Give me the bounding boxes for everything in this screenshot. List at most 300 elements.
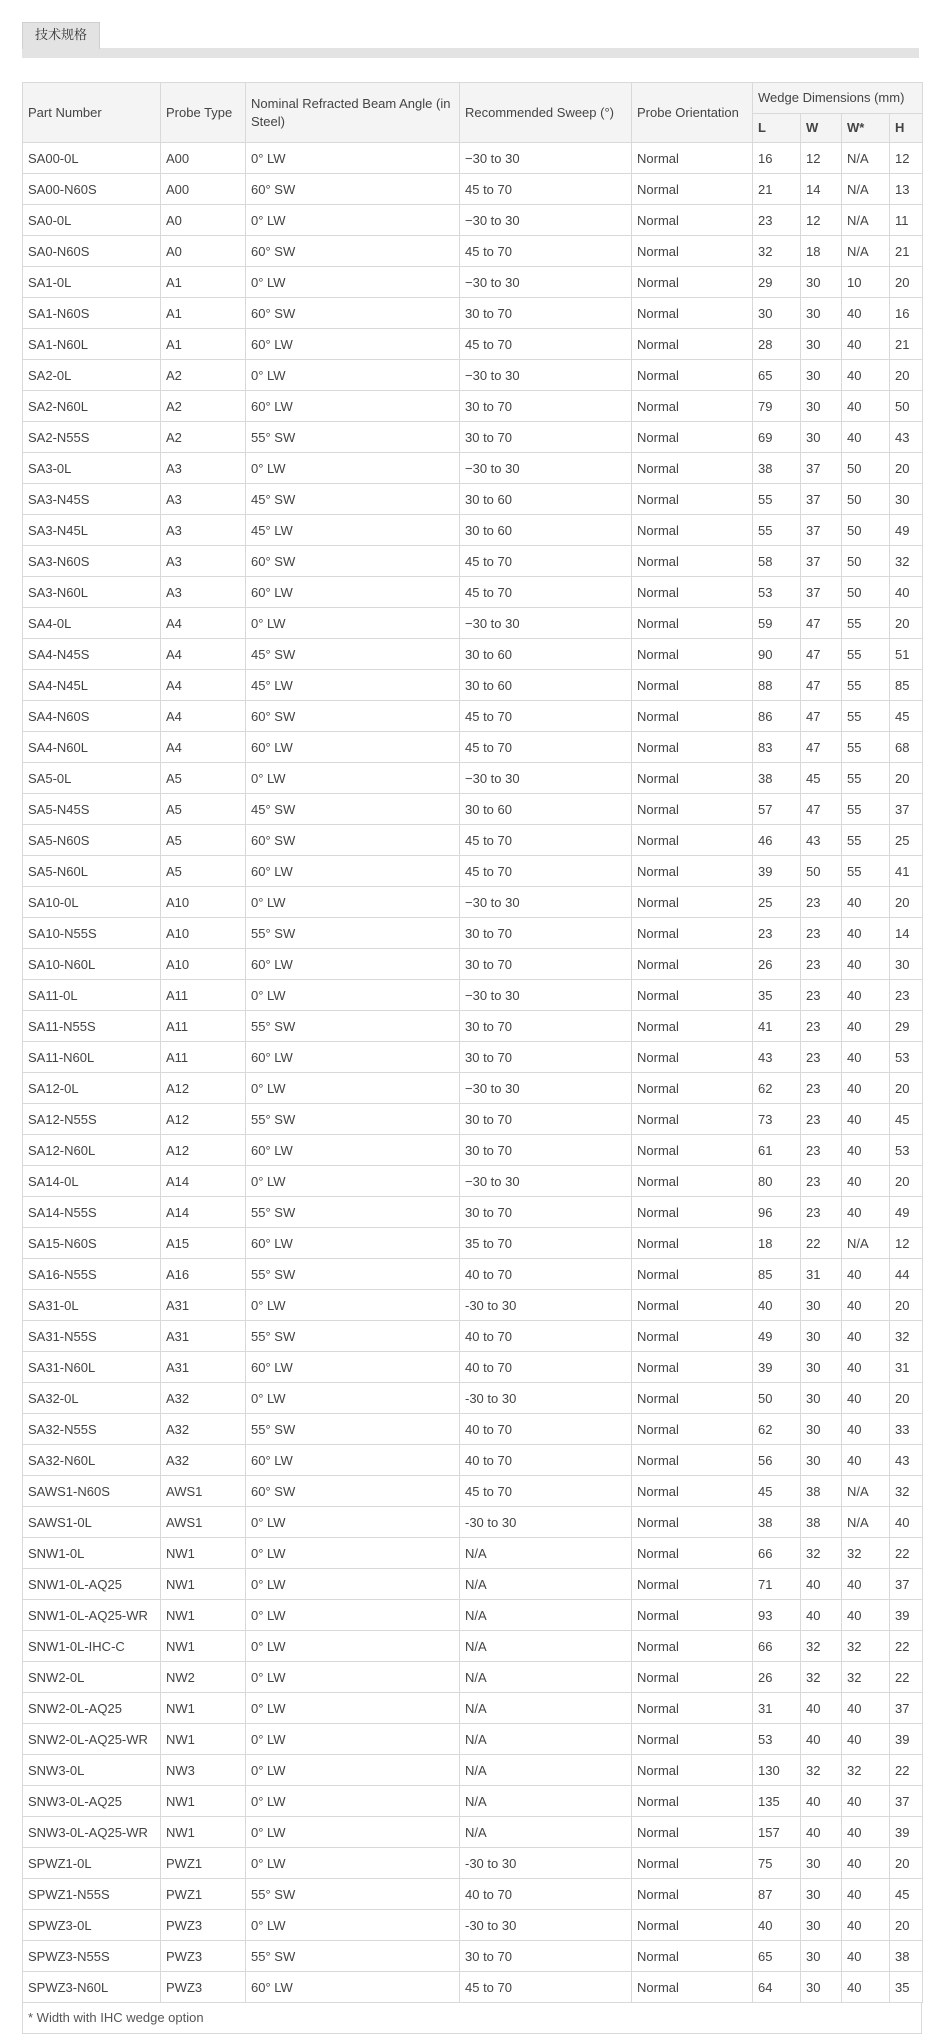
spec-table-body	[23, 143, 923, 2003]
probe-type-cell: A4	[161, 670, 246, 701]
orientation-cell: Normal	[632, 1507, 753, 1538]
part-number-cell: SA14-0L	[23, 1166, 161, 1197]
sweep-cell: N/A	[460, 1631, 632, 1662]
part-number-cell: SA14-N55S	[23, 1197, 161, 1228]
table-row	[23, 1383, 923, 1414]
wedge-l-cell: 43	[753, 1042, 801, 1073]
wedge-w-cell: 30	[801, 267, 842, 298]
col-header-w: W	[801, 114, 842, 143]
wedge-h-cell: 37	[890, 1569, 923, 1600]
table-row	[23, 701, 923, 732]
beam-angle-cell: 0° LW	[246, 980, 460, 1011]
sweep-cell: 30 to 60	[460, 794, 632, 825]
wedge-h-cell: 20	[890, 763, 923, 794]
probe-type-cell: A4	[161, 639, 246, 670]
orientation-cell: Normal	[632, 205, 753, 236]
beam-angle-cell: 0° LW	[246, 1290, 460, 1321]
wedge-w-star-cell: N/A	[842, 1476, 890, 1507]
beam-angle-cell: 60° SW	[246, 701, 460, 732]
orientation-cell: Normal	[632, 422, 753, 453]
probe-type-cell: A5	[161, 763, 246, 794]
table-row	[23, 422, 923, 453]
wedge-h-cell: 16	[890, 298, 923, 329]
beam-angle-cell: 0° LW	[246, 1600, 460, 1631]
wedge-w-cell: 30	[801, 1321, 842, 1352]
sweep-cell: 35 to 70	[460, 1228, 632, 1259]
wedge-w-star-cell: 50	[842, 453, 890, 484]
wedge-w-cell: 47	[801, 701, 842, 732]
wedge-w-star-cell: 40	[842, 1352, 890, 1383]
table-row	[23, 1414, 923, 1445]
wedge-w-cell: 30	[801, 298, 842, 329]
beam-angle-cell: 45° SW	[246, 639, 460, 670]
probe-type-cell: A3	[161, 453, 246, 484]
sweep-cell: 40 to 70	[460, 1879, 632, 1910]
part-number-cell: SA10-N55S	[23, 918, 161, 949]
wedge-l-cell: 93	[753, 1600, 801, 1631]
wedge-w-cell: 12	[801, 143, 842, 174]
wedge-h-cell: 30	[890, 484, 923, 515]
probe-type-cell: A15	[161, 1228, 246, 1259]
probe-type-cell: A3	[161, 546, 246, 577]
beam-angle-cell: 0° LW	[246, 1724, 460, 1755]
wedge-w-cell: 40	[801, 1693, 842, 1724]
wedge-w-star-cell: 32	[842, 1662, 890, 1693]
sweep-cell: 30 to 70	[460, 298, 632, 329]
wedge-w-star-cell: N/A	[842, 174, 890, 205]
wedge-h-cell: 38	[890, 1941, 923, 1972]
table-row	[23, 1352, 923, 1383]
wedge-w-cell: 32	[801, 1755, 842, 1786]
wedge-w-star-cell: 40	[842, 949, 890, 980]
table-row	[23, 1476, 923, 1507]
wedge-l-cell: 29	[753, 267, 801, 298]
wedge-w-star-cell: 40	[842, 360, 890, 391]
wedge-w-star-cell: 40	[842, 298, 890, 329]
part-number-cell: SA1-0L	[23, 267, 161, 298]
probe-type-cell: A00	[161, 143, 246, 174]
orientation-cell: Normal	[632, 1011, 753, 1042]
part-number-cell: SA32-0L	[23, 1383, 161, 1414]
beam-angle-cell: 60° LW	[246, 732, 460, 763]
wedge-h-cell: 40	[890, 577, 923, 608]
wedge-h-cell: 20	[890, 1073, 923, 1104]
sweep-cell: 30 to 70	[460, 1042, 632, 1073]
wedge-w-star-cell: 50	[842, 577, 890, 608]
part-number-cell: SAWS1-N60S	[23, 1476, 161, 1507]
wedge-h-cell: 31	[890, 1352, 923, 1383]
wedge-w-star-cell: 40	[842, 1290, 890, 1321]
col-header-wedge-dimensions: Wedge Dimensions (mm)	[753, 83, 923, 114]
table-row	[23, 1507, 923, 1538]
probe-type-cell: PWZ3	[161, 1910, 246, 1941]
wedge-w-star-cell: 40	[842, 1042, 890, 1073]
probe-type-cell: A31	[161, 1290, 246, 1321]
part-number-cell: SA12-0L	[23, 1073, 161, 1104]
wedge-l-cell: 66	[753, 1538, 801, 1569]
sweep-cell: −30 to 30	[460, 453, 632, 484]
orientation-cell: Normal	[632, 794, 753, 825]
table-row	[23, 298, 923, 329]
wedge-l-cell: 23	[753, 918, 801, 949]
table-row	[23, 1135, 923, 1166]
wedge-w-star-cell: 40	[842, 1910, 890, 1941]
part-number-cell: SA0-0L	[23, 205, 161, 236]
beam-angle-cell: 0° LW	[246, 763, 460, 794]
wedge-l-cell: 96	[753, 1197, 801, 1228]
sweep-cell: 30 to 70	[460, 1941, 632, 1972]
sweep-cell: 40 to 70	[460, 1352, 632, 1383]
wedge-w-star-cell: N/A	[842, 236, 890, 267]
wedge-h-cell: 33	[890, 1414, 923, 1445]
sweep-cell: 30 to 70	[460, 1104, 632, 1135]
orientation-cell: Normal	[632, 391, 753, 422]
wedge-w-cell: 38	[801, 1476, 842, 1507]
wedge-l-cell: 64	[753, 1972, 801, 2003]
orientation-cell: Normal	[632, 1383, 753, 1414]
table-row	[23, 825, 923, 856]
wedge-l-cell: 53	[753, 577, 801, 608]
wedge-l-cell: 38	[753, 1507, 801, 1538]
wedge-h-cell: 53	[890, 1135, 923, 1166]
wedge-h-cell: 37	[890, 1786, 923, 1817]
wedge-w-cell: 23	[801, 1073, 842, 1104]
beam-angle-cell: 55° SW	[246, 1259, 460, 1290]
wedge-h-cell: 30	[890, 949, 923, 980]
orientation-cell: Normal	[632, 1631, 753, 1662]
part-number-cell: SA00-N60S	[23, 174, 161, 205]
probe-type-cell: A5	[161, 856, 246, 887]
beam-angle-cell: 55° SW	[246, 918, 460, 949]
sweep-cell: 30 to 70	[460, 1197, 632, 1228]
wedge-w-star-cell: 40	[842, 1445, 890, 1476]
wedge-h-cell: 22	[890, 1662, 923, 1693]
wedge-l-cell: 28	[753, 329, 801, 360]
probe-type-cell: A16	[161, 1259, 246, 1290]
wedge-w-cell: 37	[801, 484, 842, 515]
wedge-w-star-cell: 40	[842, 980, 890, 1011]
wedge-l-cell: 21	[753, 174, 801, 205]
col-header-w-star: W*	[842, 114, 890, 143]
wedge-l-cell: 38	[753, 763, 801, 794]
beam-angle-cell: 60° SW	[246, 298, 460, 329]
table-row	[23, 1445, 923, 1476]
wedge-h-cell: 35	[890, 1972, 923, 2003]
wedge-l-cell: 65	[753, 360, 801, 391]
wedge-h-cell: 49	[890, 1197, 923, 1228]
sweep-cell: −30 to 30	[460, 1166, 632, 1197]
part-number-cell: SPWZ3-N60L	[23, 1972, 161, 2003]
orientation-cell: Normal	[632, 1073, 753, 1104]
orientation-cell: Normal	[632, 1941, 753, 1972]
wedge-h-cell: 14	[890, 918, 923, 949]
beam-angle-cell: 0° LW	[246, 1817, 460, 1848]
beam-angle-cell: 60° LW	[246, 1042, 460, 1073]
part-number-cell: SA11-0L	[23, 980, 161, 1011]
sweep-cell: 40 to 70	[460, 1259, 632, 1290]
wedge-h-cell: 32	[890, 546, 923, 577]
part-number-cell: SA5-0L	[23, 763, 161, 794]
table-row	[23, 577, 923, 608]
wedge-w-cell: 47	[801, 732, 842, 763]
probe-type-cell: A2	[161, 422, 246, 453]
beam-angle-cell: 0° LW	[246, 1631, 460, 1662]
wedge-w-cell: 23	[801, 1011, 842, 1042]
probe-type-cell: NW1	[161, 1724, 246, 1755]
wedge-h-cell: 85	[890, 670, 923, 701]
beam-angle-cell: 0° LW	[246, 1166, 460, 1197]
part-number-cell: SNW1-0L-AQ25-WR	[23, 1600, 161, 1631]
sweep-cell: 40 to 70	[460, 1445, 632, 1476]
part-number-cell: SA10-N60L	[23, 949, 161, 980]
sweep-cell: 45 to 70	[460, 701, 632, 732]
table-row	[23, 670, 923, 701]
orientation-cell: Normal	[632, 856, 753, 887]
table-row	[23, 546, 923, 577]
part-number-cell: SPWZ3-N55S	[23, 1941, 161, 1972]
wedge-l-cell: 30	[753, 298, 801, 329]
sweep-cell: N/A	[460, 1538, 632, 1569]
beam-angle-cell: 45° LW	[246, 670, 460, 701]
orientation-cell: Normal	[632, 577, 753, 608]
part-number-cell: SNW1-0L	[23, 1538, 161, 1569]
probe-type-cell: A10	[161, 887, 246, 918]
wedge-w-star-cell: N/A	[842, 1507, 890, 1538]
table-row	[23, 918, 923, 949]
wedge-w-cell: 23	[801, 980, 842, 1011]
wedge-w-cell: 45	[801, 763, 842, 794]
table-row	[23, 453, 923, 484]
beam-angle-cell: 0° LW	[246, 143, 460, 174]
part-number-cell: SA3-N45S	[23, 484, 161, 515]
orientation-cell: Normal	[632, 1786, 753, 1817]
wedge-h-cell: 53	[890, 1042, 923, 1073]
sweep-cell: 30 to 60	[460, 670, 632, 701]
wedge-l-cell: 25	[753, 887, 801, 918]
wedge-w-cell: 30	[801, 1445, 842, 1476]
wedge-l-cell: 59	[753, 608, 801, 639]
probe-type-cell: A14	[161, 1197, 246, 1228]
beam-angle-cell: 0° LW	[246, 1910, 460, 1941]
wedge-l-cell: 38	[753, 453, 801, 484]
table-row	[23, 1569, 923, 1600]
orientation-cell: Normal	[632, 763, 753, 794]
wedge-w-cell: 30	[801, 1414, 842, 1445]
probe-type-cell: A32	[161, 1445, 246, 1476]
sweep-cell: 45 to 70	[460, 1972, 632, 2003]
wedge-w-star-cell: 40	[842, 1011, 890, 1042]
probe-type-cell: A32	[161, 1383, 246, 1414]
wedge-l-cell: 46	[753, 825, 801, 856]
probe-type-cell: A1	[161, 298, 246, 329]
table-row	[23, 1724, 923, 1755]
table-row	[23, 1817, 923, 1848]
wedge-w-cell: 23	[801, 949, 842, 980]
wedge-w-cell: 23	[801, 1042, 842, 1073]
wedge-w-cell: 23	[801, 1135, 842, 1166]
wedge-h-cell: 43	[890, 1445, 923, 1476]
wedge-h-cell: 68	[890, 732, 923, 763]
wedge-w-star-cell: 40	[842, 1104, 890, 1135]
wedge-l-cell: 55	[753, 515, 801, 546]
orientation-cell: Normal	[632, 1197, 753, 1228]
orientation-cell: Normal	[632, 608, 753, 639]
sweep-cell: 30 to 60	[460, 484, 632, 515]
part-number-cell: SA4-N60L	[23, 732, 161, 763]
col-header-beam-angle: Nominal Refracted Beam Angle (in Steel)	[246, 83, 460, 143]
beam-angle-cell: 0° LW	[246, 453, 460, 484]
beam-angle-cell: 55° SW	[246, 422, 460, 453]
wedge-w-star-cell: 40	[842, 1135, 890, 1166]
orientation-cell: Normal	[632, 1166, 753, 1197]
orientation-cell: Normal	[632, 1879, 753, 1910]
wedge-h-cell: 43	[890, 422, 923, 453]
wedge-w-star-cell: 55	[842, 701, 890, 732]
part-number-cell: SA4-N45S	[23, 639, 161, 670]
wedge-w-cell: 40	[801, 1817, 842, 1848]
sweep-cell: 45 to 70	[460, 825, 632, 856]
beam-angle-cell: 55° SW	[246, 1104, 460, 1135]
wedge-h-cell: 22	[890, 1631, 923, 1662]
wedge-w-star-cell: 40	[842, 1321, 890, 1352]
wedge-w-cell: 50	[801, 856, 842, 887]
orientation-cell: Normal	[632, 1321, 753, 1352]
wedge-w-cell: 38	[801, 1507, 842, 1538]
beam-angle-cell: 60° LW	[246, 949, 460, 980]
probe-type-cell: A31	[161, 1352, 246, 1383]
beam-angle-cell: 0° LW	[246, 1755, 460, 1786]
wedge-l-cell: 39	[753, 856, 801, 887]
table-row	[23, 887, 923, 918]
beam-angle-cell: 0° LW	[246, 1786, 460, 1817]
wedge-w-star-cell: N/A	[842, 143, 890, 174]
spec-table	[22, 82, 923, 2003]
wedge-w-cell: 23	[801, 1166, 842, 1197]
probe-type-cell: NW1	[161, 1786, 246, 1817]
wedge-w-star-cell: 40	[842, 1166, 890, 1197]
wedge-w-cell: 18	[801, 236, 842, 267]
table-row	[23, 639, 923, 670]
sweep-cell: 45 to 70	[460, 236, 632, 267]
col-header-l: L	[753, 114, 801, 143]
beam-angle-cell: 60° SW	[246, 825, 460, 856]
wedge-w-cell: 23	[801, 918, 842, 949]
table-row	[23, 1042, 923, 1073]
orientation-cell: Normal	[632, 1476, 753, 1507]
probe-type-cell: A11	[161, 980, 246, 1011]
sweep-cell: 45 to 70	[460, 577, 632, 608]
table-row	[23, 205, 923, 236]
table-row	[23, 980, 923, 1011]
orientation-cell: Normal	[632, 732, 753, 763]
beam-angle-cell: 55° SW	[246, 1879, 460, 1910]
wedge-h-cell: 20	[890, 1383, 923, 1414]
wedge-w-cell: 23	[801, 887, 842, 918]
wedge-w-star-cell: 10	[842, 267, 890, 298]
table-row	[23, 267, 923, 298]
table-row	[23, 236, 923, 267]
probe-type-cell: A10	[161, 918, 246, 949]
wedge-w-cell: 40	[801, 1600, 842, 1631]
probe-type-cell: PWZ3	[161, 1941, 246, 1972]
sweep-cell: −30 to 30	[460, 143, 632, 174]
col-header-probe-type: Probe Type	[161, 83, 246, 143]
wedge-w-cell: 47	[801, 670, 842, 701]
sweep-cell: −30 to 30	[460, 980, 632, 1011]
wedge-w-cell: 12	[801, 205, 842, 236]
wedge-w-cell: 37	[801, 453, 842, 484]
col-header-part-number: Part Number	[23, 83, 161, 143]
part-number-cell: SA12-N60L	[23, 1135, 161, 1166]
wedge-h-cell: 37	[890, 794, 923, 825]
tab-technical-specifications[interactable]: 技术规格	[22, 22, 100, 49]
wedge-l-cell: 73	[753, 1104, 801, 1135]
wedge-w-cell: 40	[801, 1786, 842, 1817]
orientation-cell: Normal	[632, 1228, 753, 1259]
sweep-cell: N/A	[460, 1817, 632, 1848]
sweep-cell: 30 to 70	[460, 391, 632, 422]
orientation-cell: Normal	[632, 1724, 753, 1755]
wedge-h-cell: 45	[890, 1879, 923, 1910]
wedge-w-cell: 30	[801, 1383, 842, 1414]
sweep-cell: 30 to 70	[460, 1135, 632, 1166]
table-row	[23, 360, 923, 391]
part-number-cell: SPWZ1-0L	[23, 1848, 161, 1879]
beam-angle-cell: 45° SW	[246, 794, 460, 825]
wedge-w-star-cell: N/A	[842, 205, 890, 236]
table-row	[23, 1631, 923, 1662]
beam-angle-cell: 0° LW	[246, 205, 460, 236]
sweep-cell: 30 to 70	[460, 949, 632, 980]
probe-type-cell: A10	[161, 949, 246, 980]
wedge-w-cell: 30	[801, 1941, 842, 1972]
table-row	[23, 1166, 923, 1197]
wedge-w-star-cell: 40	[842, 1848, 890, 1879]
part-number-cell: SA4-0L	[23, 608, 161, 639]
probe-type-cell: A2	[161, 360, 246, 391]
wedge-h-cell: 45	[890, 701, 923, 732]
beam-angle-cell: 0° LW	[246, 1538, 460, 1569]
sweep-cell: −30 to 30	[460, 763, 632, 794]
wedge-w-star-cell: N/A	[842, 1228, 890, 1259]
sweep-cell: N/A	[460, 1724, 632, 1755]
orientation-cell: Normal	[632, 1414, 753, 1445]
wedge-l-cell: 157	[753, 1817, 801, 1848]
orientation-cell: Normal	[632, 918, 753, 949]
wedge-h-cell: 21	[890, 236, 923, 267]
part-number-cell: SA4-N60S	[23, 701, 161, 732]
part-number-cell: SNW3-0L-AQ25	[23, 1786, 161, 1817]
col-header-recommended-sweep: Recommended Sweep (°)	[460, 83, 632, 143]
wedge-h-cell: 20	[890, 1848, 923, 1879]
beam-angle-cell: 55° SW	[246, 1414, 460, 1445]
orientation-cell: Normal	[632, 1662, 753, 1693]
beam-angle-cell: 0° LW	[246, 1073, 460, 1104]
orientation-cell: Normal	[632, 1538, 753, 1569]
wedge-h-cell: 20	[890, 1166, 923, 1197]
sweep-cell: 30 to 70	[460, 918, 632, 949]
beam-angle-cell: 60° LW	[246, 577, 460, 608]
beam-angle-cell: 0° LW	[246, 1848, 460, 1879]
table-row	[23, 763, 923, 794]
sweep-cell: 45 to 70	[460, 329, 632, 360]
wedge-h-cell: 20	[890, 1910, 923, 1941]
sweep-cell: 30 to 60	[460, 639, 632, 670]
part-number-cell: SA2-N55S	[23, 422, 161, 453]
part-number-cell: SA00-0L	[23, 143, 161, 174]
wedge-l-cell: 18	[753, 1228, 801, 1259]
wedge-w-cell: 32	[801, 1662, 842, 1693]
